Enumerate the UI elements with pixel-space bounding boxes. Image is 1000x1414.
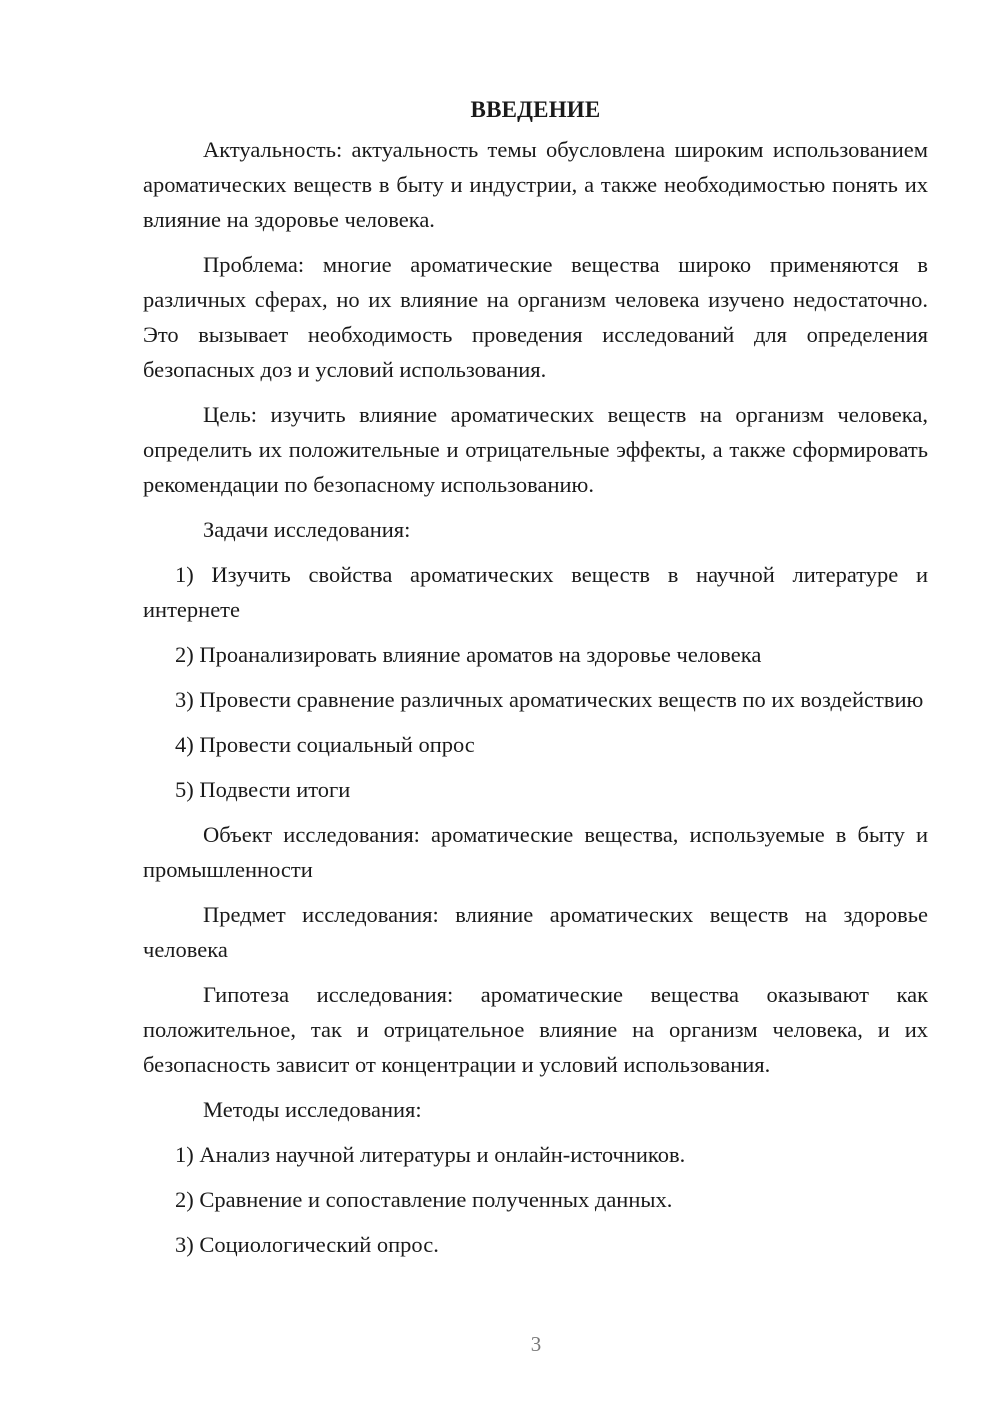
paragraph-problem: Проблема: многие ароматические вещества широко применяются в различных сферах, но их влияние на организм человека изучено недостаточно. Это вызывает необходимость проведения исследований для определения безопасных доз и условий использования. — [143, 252, 928, 382]
document-page — [143, 88, 928, 1272]
paragraph-hypothesis: Гипотеза исследования: ароматические вещества оказывают как положительное, так и отрицательное влияние на организм человека, и их безопасность зависит от концентрации и условий использования. — [143, 982, 928, 1077]
task-item-5: 5) Подвести итоги — [175, 777, 351, 802]
paragraph-relevance: Актуальность: актуальность темы обусловлена широким использованием ароматических веществ в быту и индустрии, а также необходимостью понять их влияние на здоровье человека. — [143, 137, 928, 232]
section-title: ВВЕДЕНИЕ — [470, 97, 601, 122]
paragraph-methods-heading: Методы исследования: — [203, 1097, 422, 1122]
method-item-3: 3) Социологический опрос. — [175, 1232, 439, 1257]
method-item-2: 2) Сравнение и сопоставление полученных данных. — [175, 1187, 673, 1212]
method-item-1: 1) Анализ научной литературы и онлайн-источников. — [175, 1142, 686, 1167]
page-number: 3 — [530, 1332, 542, 1356]
task-item-2: 2) Проанализировать влияние ароматов на здоровье человека — [175, 642, 762, 667]
paragraph-object: Объект исследования: ароматические вещества, используемые в быту и промышленности — [143, 822, 928, 882]
task-item-4: 4) Провести социальный опрос — [175, 732, 475, 757]
task-item-3: 3) Провести сравнение различных ароматических веществ по их воздействию — [175, 687, 924, 712]
paragraph-subject: Предмет исследования: влияние ароматических веществ на здоровье человека — [143, 902, 928, 962]
task-item-1: 1) Изучить свойства ароматических веществ в научной литературе и интернете — [143, 562, 928, 622]
paragraph-goal: Цель: изучить влияние ароматических веществ на организм человека, определить их положительные и отрицательные эффекты, а также сформировать рекомендации по безопасному использованию. — [143, 402, 928, 497]
paragraph-tasks-heading: Задачи исследования: — [203, 517, 411, 542]
